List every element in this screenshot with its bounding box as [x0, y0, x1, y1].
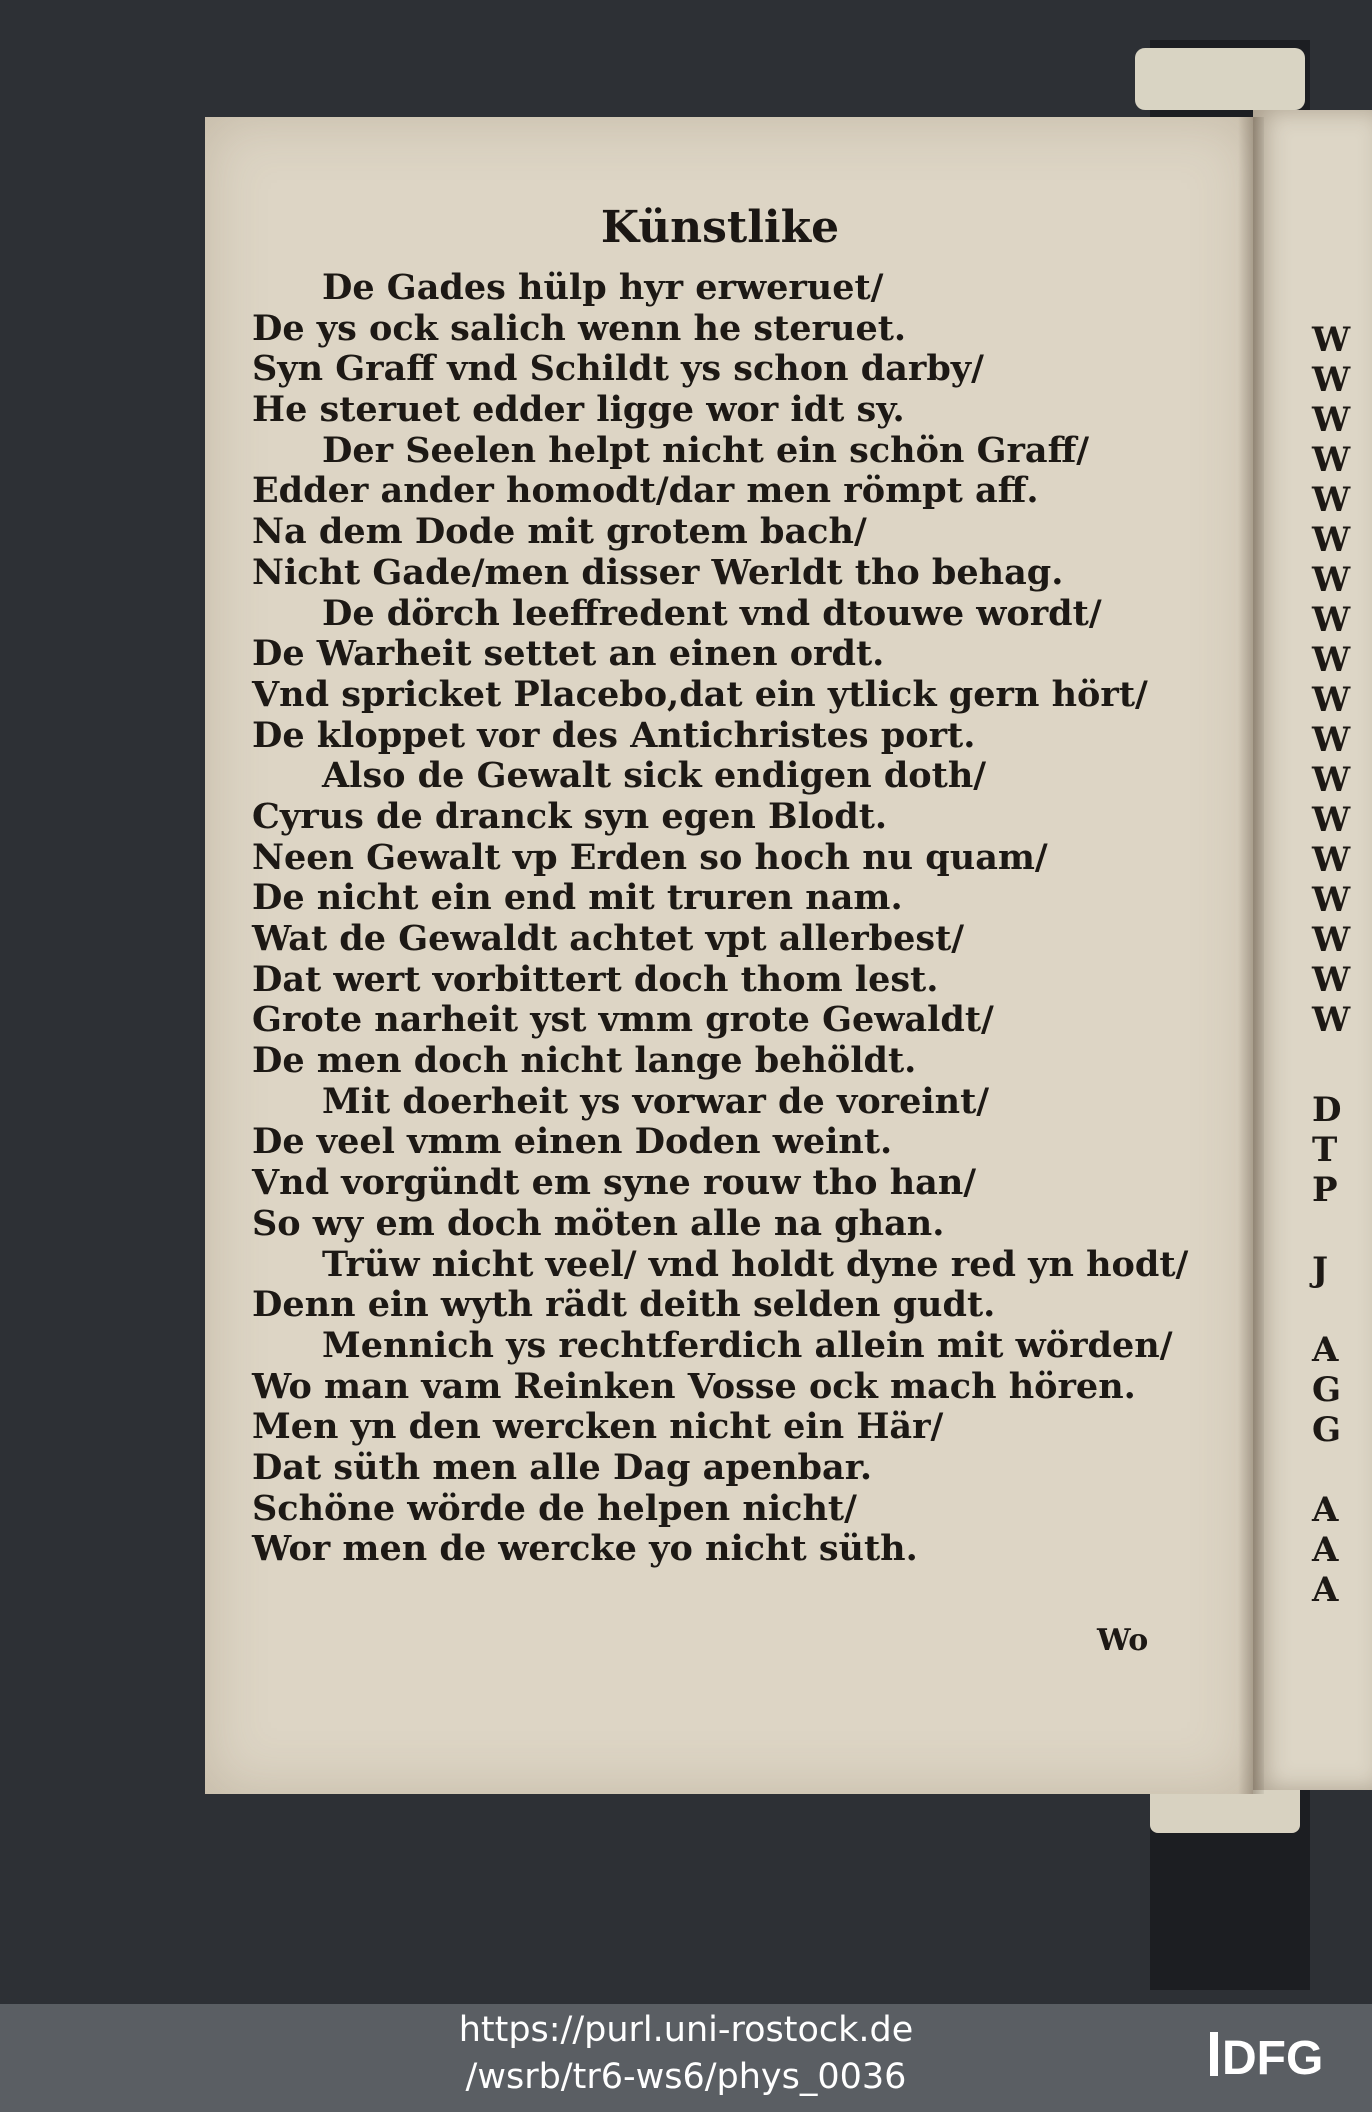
- verse-line: Syn Graff vnd Schildt ys schon darby/: [252, 348, 984, 390]
- verse-line: He steruet edder ligge wor idt sy.: [252, 389, 905, 431]
- verse-line: De kloppet vor des Antichristes port.: [252, 714, 976, 756]
- dfg-logo-text: DFG: [1222, 2032, 1324, 2084]
- facing-page-letter: A: [1312, 1570, 1339, 1610]
- spine-binding-top: [1135, 48, 1305, 110]
- facing-page-letter: P: [1312, 1170, 1338, 1210]
- page-gutter-shadow: [1238, 117, 1264, 1794]
- verse-line: Cyrus de dranck syn egen Blodt.: [252, 795, 888, 837]
- facing-page-letter: A: [1312, 1490, 1339, 1530]
- facing-page-letter: W: [1312, 1000, 1351, 1040]
- verse-line: Men yn den wercken nicht ein Här/: [252, 1406, 944, 1448]
- verse-line: De ys ock salich wenn he steruet.: [252, 307, 907, 349]
- dfg-logo: [1210, 2024, 1350, 2084]
- verse-line: Wor men de wercke yo nicht süth.: [252, 1528, 918, 1570]
- verse-line: De veel vmm einen Doden weint.: [252, 1121, 893, 1163]
- source-url-line-1[interactable]: https://purl.uni-rostock.de: [458, 2010, 914, 2050]
- facing-page-letter: W: [1312, 920, 1351, 960]
- facing-page-letter: W: [1312, 760, 1351, 800]
- verse-line: Trüw nicht veel/ vnd holdt dyne red yn hodt/: [322, 1243, 1189, 1285]
- verse-line: Dat wert vorbittert doch thom lest.: [252, 958, 939, 1000]
- verse-line: Denn ein wyth rädt deith selden gudt.: [252, 1284, 996, 1326]
- verse-line: Wo man vam Reinken Vosse ock mach hören.: [252, 1365, 1136, 1407]
- verse-line: Dat süth men alle Dag apenbar.: [252, 1446, 873, 1488]
- catchword: Wo: [1097, 1623, 1149, 1658]
- page-heading: Künstlike: [600, 202, 840, 253]
- facing-page-letter: W: [1312, 320, 1351, 360]
- facing-page-letter: W: [1312, 360, 1351, 400]
- verse-line: Vnd spricket Placebo,dat ein ytlick gern hört/: [252, 673, 1148, 715]
- verse-text: [252, 268, 1212, 1570]
- facing-page-letter: G: [1312, 1370, 1342, 1410]
- facing-page-letter: G: [1312, 1410, 1342, 1450]
- facing-page-letter: J: [1312, 1250, 1329, 1290]
- verse-line: De Gades hülp hyr erweruet/: [322, 267, 884, 308]
- source-url-line-2[interactable]: /wsrb/tr6-ws6/phys_0036: [465, 2057, 907, 2097]
- facing-page-letter: T: [1312, 1130, 1338, 1170]
- verse-line: Mit doerheit ys vorwar de voreint/: [322, 1080, 990, 1122]
- facing-page-letter: W: [1312, 680, 1351, 720]
- facing-page-letter: W: [1312, 960, 1351, 1000]
- facing-page-letter: W: [1312, 480, 1351, 520]
- facing-page-letter: W: [1312, 800, 1351, 840]
- verse-line: Mennich ys rechtferdich allein mit wörden/: [322, 1324, 1173, 1366]
- verse-line: De men doch nicht lange behöldt.: [252, 1040, 917, 1082]
- facing-page-letter: W: [1312, 720, 1351, 760]
- verse-line: Der Seelen helpt nicht ein schön Graff/: [322, 429, 1090, 471]
- verse-line: Grote narheit yst vmm grote Gewaldt/: [252, 999, 994, 1041]
- verse-line: Neen Gewalt vp Erden so hoch nu quam/: [252, 836, 1048, 878]
- facing-page-letter: W: [1312, 520, 1351, 560]
- verse-line: Schöne wörde de helpen nicht/: [252, 1487, 857, 1529]
- verse-line: De nicht ein end mit truren nam.: [252, 877, 903, 919]
- facing-page-letter: A: [1312, 1330, 1339, 1370]
- verse-line: De dörch leeffredent vnd dtouwe wordt/: [322, 592, 1102, 634]
- verse-line: Edder ander homodt/dar men römpt aff.: [252, 470, 1039, 512]
- verse-line: So wy em doch möten alle na ghan.: [252, 1202, 945, 1244]
- verse-line: Also de Gewalt sick endigen doth/: [322, 755, 987, 797]
- facing-page-letter: W: [1312, 640, 1351, 680]
- facing-page-letter: W: [1312, 560, 1351, 600]
- facing-page-letter: W: [1312, 880, 1351, 920]
- facing-page-letter: A: [1312, 1530, 1339, 1570]
- facing-page-letter: W: [1312, 440, 1351, 480]
- facing-page-letter: W: [1312, 400, 1351, 440]
- facing-page-letter: W: [1312, 600, 1351, 640]
- verse-line: De Warheit settet an einen ordt.: [252, 633, 885, 675]
- verse-line: Na dem Dode mit grotem bach/: [252, 511, 867, 553]
- facing-page-letter: W: [1312, 840, 1351, 880]
- facing-page-letter: D: [1312, 1090, 1342, 1130]
- verse-line: Wat de Gewaldt achtet vpt allerbest/: [252, 918, 965, 959]
- verse-line: Vnd vorgündt em syne rouw tho han/: [252, 1162, 977, 1204]
- verse-line: Nicht Gade/men disser Werldt tho behag.: [252, 551, 1064, 593]
